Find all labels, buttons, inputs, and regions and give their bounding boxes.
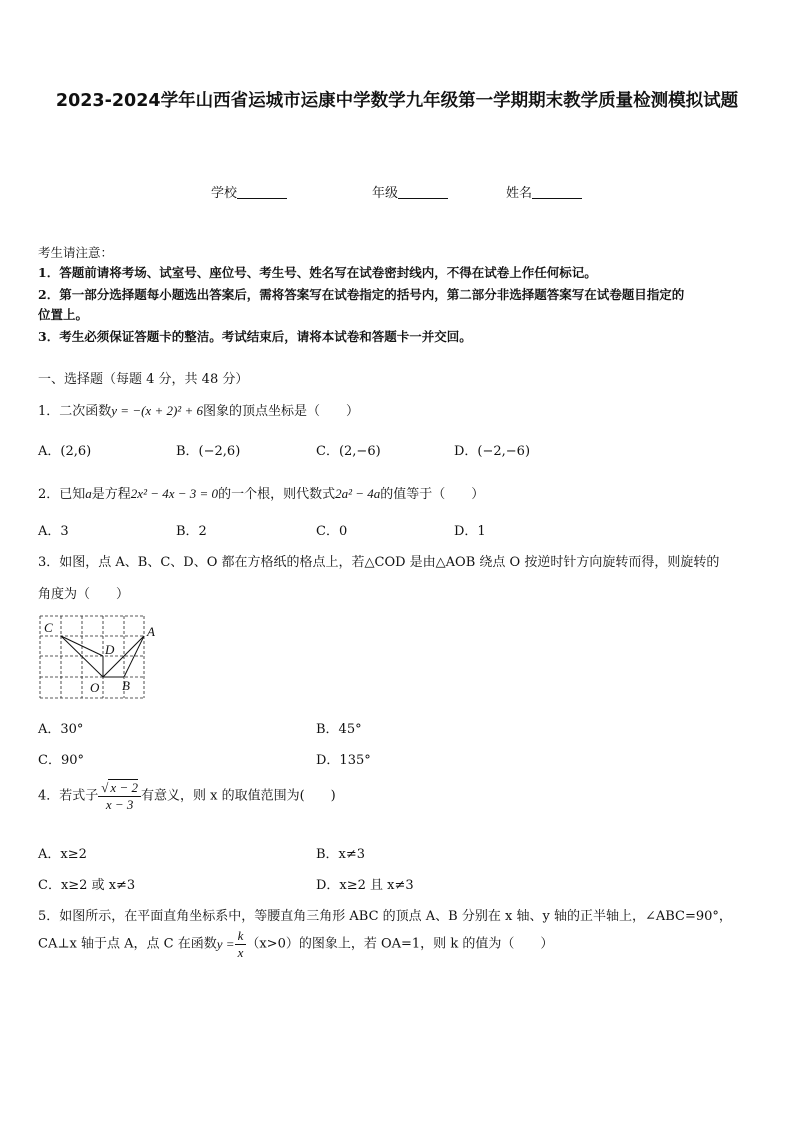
grade-label: 年级 xyxy=(372,186,399,201)
label-c: C xyxy=(44,620,53,635)
q4-option-d[interactable]: D．x≥2 且 x≠3 xyxy=(316,878,414,893)
q3-option-c[interactable]: C．90° xyxy=(38,753,84,768)
q1-option-c[interactable]: C．(2,−6) xyxy=(316,444,381,459)
q5-denominator: x xyxy=(237,945,244,960)
q4-suffix: 有意义，则 x 的取值范围为( ) xyxy=(140,788,336,804)
question-3-line-2: 角度为（ ） xyxy=(38,587,130,602)
question-5-line-1: 5．如图所示，在平面直角坐标系中，等腰直角三角形 ABC 的顶点 A、B 分别在 x 轴、y 轴的正半轴上，∠ABC=90°， xyxy=(38,909,732,924)
triangle-lines xyxy=(61,636,144,677)
q2-option-c[interactable]: C．0 xyxy=(316,524,348,539)
question-3-line-1: 3．如图，点 A、B、C、D、O 都在方格纸的格点上，若△COD 是由△AOB 绕点 O 按逆时针方向旋转而得，则旋转的 xyxy=(38,555,720,570)
q1-suffix: 图象的顶点坐标是（ ） xyxy=(202,404,359,419)
school-field xyxy=(211,182,287,201)
notice-item-1: 1．答题前请将考场、试室号、座位号、考生号、姓名写在试卷密封线内，不得在试卷上作任何标记。 xyxy=(38,265,597,280)
q1-option-b[interactable]: B．(−2,6) xyxy=(176,444,241,459)
q4-option-b[interactable]: B．x≠3 xyxy=(316,847,366,862)
label-b: B xyxy=(122,678,130,693)
q5-fraction xyxy=(235,928,247,961)
q4-fraction xyxy=(98,780,141,813)
q3-grid-figure xyxy=(36,612,166,700)
notice-item-2-cont: 位置上。 xyxy=(38,307,89,322)
q2-var-a: a xyxy=(85,486,92,501)
q2-equation: 2x² − 4x − 3 = 0 xyxy=(130,486,219,501)
question-4 xyxy=(38,780,336,813)
question-2 xyxy=(38,483,484,502)
q2-mid2: 的一个根，则代数式 xyxy=(218,487,336,502)
q2-option-a[interactable]: A．3 xyxy=(38,524,69,539)
section-heading: 一、选择题（每题 4 分，共 48 分） xyxy=(38,372,249,387)
q5-func-y: y = xyxy=(216,936,235,952)
q4-numerator: √ x − 2 xyxy=(98,780,141,797)
q5-numerator: k xyxy=(235,928,247,945)
name-field xyxy=(506,182,582,201)
school-blank xyxy=(237,186,287,199)
grade-blank xyxy=(398,186,448,199)
q2-prefix: 2．已知 xyxy=(38,487,86,502)
label-d: D xyxy=(105,642,115,657)
notice-item-3: 3．考生必须保证答题卡的整洁。考试结束后，请将本试卷和答题卡一并交回。 xyxy=(38,329,472,344)
q2-option-b[interactable]: B．2 xyxy=(176,524,207,539)
q2-mid: 是方程 xyxy=(91,487,131,502)
q3-option-b[interactable]: B．45° xyxy=(316,722,362,737)
q4-option-c[interactable]: C．x≥2 或 x≠3 xyxy=(38,878,136,893)
page-title: 2023-2024学年山西省运城市运康中学数学九年级第一学期期末教学质量检测模拟试题 xyxy=(55,91,739,111)
q2-expression: 2a² − 4a xyxy=(335,486,381,501)
notice-item-2: 2．第一部分选择题每小题选出答案后，需将答案写在试卷指定的括号内，第二部分非选择题答案写在试卷题目指定的 xyxy=(38,287,685,302)
q1-prefix: 1．二次函数 xyxy=(38,404,112,419)
school-label: 学校 xyxy=(211,186,238,201)
q1-option-d[interactable]: D．(−2,−6) xyxy=(454,444,531,459)
label-a: A xyxy=(147,624,155,639)
q4-radicand: x − 2 xyxy=(110,780,138,795)
q5-line2-prefix: CA⊥x 轴于点 A，点 C 在函数 xyxy=(38,936,217,952)
q2-suffix: 的值等于（ ） xyxy=(380,487,485,502)
grade-field xyxy=(372,182,448,201)
label-o: O xyxy=(90,680,100,695)
q1-option-a[interactable]: A．(2,6) xyxy=(38,444,92,459)
q2-option-d[interactable]: D．1 xyxy=(454,524,486,539)
q3-option-a[interactable]: A．30° xyxy=(38,722,84,737)
q1-formula: y = −(x + 2)² + 6 xyxy=(111,403,203,418)
notice-heading: 考生请注意： xyxy=(38,245,114,260)
q4-denominator: x − 3 xyxy=(105,797,134,812)
q4-option-a[interactable]: A．x≥2 xyxy=(38,847,87,862)
q3-option-d[interactable]: D．135° xyxy=(316,753,371,768)
question-5-line-2 xyxy=(38,928,553,961)
name-blank xyxy=(532,186,582,199)
q4-prefix: 4．若式子 xyxy=(38,788,99,804)
question-1 xyxy=(38,400,359,419)
q5-line2-suffix: （x>0）的图象上，若 OA=1，则 k 的值为（ ） xyxy=(246,936,554,952)
name-label: 姓名 xyxy=(506,186,533,201)
